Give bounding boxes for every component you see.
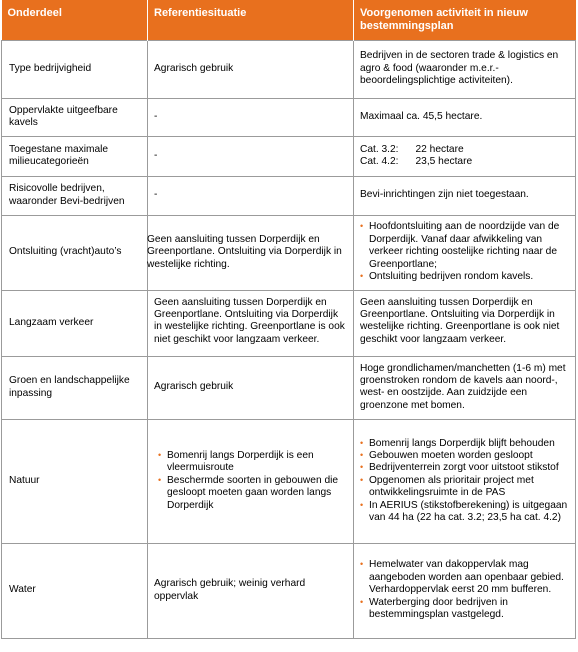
table-row [2,176,576,215]
row-referentie: - [148,176,354,215]
row-activiteit [354,419,576,543]
list-item: • Gebouwen moeten worden gesloopt [360,450,570,462]
row-referentie [148,419,354,543]
list-item: • Waterberging door bedrijven in bestemmingsplan vastgelegd. [360,597,570,622]
bullet-list [158,450,348,512]
row-referentie: - [148,136,354,176]
row-referentie: - [148,98,354,136]
referentie-text: Geen aansluiting tussen Dorperdijk en Greenportlane. Ontsluiting via Dorperdijk in westelijke richting. [147,233,342,270]
list-item: • Bedrijventerrein zorgt voor uitstoot stikstof [360,462,570,474]
list-item: • Beschermde soorten in gebouwen die gesloopt moeten gaan worden langs Dorperdijk [158,475,348,512]
table-row [2,215,576,290]
row-label: Oppervlakte uitgeefbare kavels [2,98,148,136]
row-activiteit: Bedrijven in de sectoren trade & logistics en agro & food (waaronder m.e.r.-beoordelingsplichtige activiteiten). [354,40,576,98]
row-label: Ontsluiting (vracht)auto’s [2,215,148,290]
activiteit-text: Hoge grondlichamen/manchetten (1-6 m) met groenstroken rondom de kavels aan noord-, west- en oostzijde. Aan zuidzijde een groenzone met bomen. [360,362,566,411]
bullet-list [360,559,570,621]
row-referentie: Agrarisch gebruik [148,40,354,98]
table-row [2,98,576,136]
list-item: • Hemelwater van dakoppervlak mag aangeboden worden aan openbaar gebied. Verhardoppervlak eerst 20 mm bufferen. [360,559,570,596]
list-item: • Bomenrij langs Dorperdijk blijft behouden [360,438,570,450]
row-label: Water [2,543,148,638]
row-activiteit [354,215,576,290]
activiteit-text: Geen aansluiting tussen Dorperdijk en Greenportlane. Ontsluiting via Dorperdijk in westelijke richting. Greenportlane is ook niet geschikt voor langzaam verkeer. [360,296,560,345]
row-label: Natuur [2,419,148,543]
row-label: Langzaam verkeer [2,290,148,356]
table-row [2,136,576,176]
header-referentiesituatie: Referentiesituatie [148,0,354,40]
table-row [2,419,576,543]
list-item: • In AERIUS (stikstofberekening) is uitgegaan van 44 ha (22 ha cat. 3.2; 23,5 ha cat. 4.2) [360,500,570,525]
row-label: Groen en landschappelijke inpassing [2,356,148,419]
row-activiteit [354,290,576,356]
row-activiteit: Bevi-inrichtingen zijn niet toegestaan. [354,176,576,215]
header-voorgenomen-activiteit: Voorgenomen activiteit in nieuw bestemmingsplan [354,0,576,40]
table-row [2,40,576,98]
referentie-text: Geen aansluiting tussen Dorperdijk en Greenportlane. Ontsluiting via Dorperdijk in westelijke richting. Greenportlane is ook niet geschikt voor langzaam verkeer. [154,296,345,345]
list-item: • Hoofdontsluiting aan de noordzijde van de Dorperdijk. Vanaf daar afwikkeling van verkeer richting oostelijke richting naar de Greenportlane; [360,221,570,271]
bullet-list [360,438,570,525]
row-referentie: Agrarisch gebruik [148,356,354,419]
table-row [2,543,576,638]
bullet-list [360,221,570,283]
header-row [2,0,576,40]
row-referentie [148,290,354,356]
list-item: • Opgenomen als prioritair project met ontwikkelingsruimte in de PAS [360,475,570,500]
list-item: • Bomenrij langs Dorperdijk is een vleermuisroute [158,450,348,475]
table-row [2,356,576,419]
category-line: Cat. 3.2: 22 hectare [360,143,464,155]
row-label: Risicovolle bedrijven, waaronder Bevi-bedrijven [2,176,148,215]
row-activiteit [354,356,576,419]
row-referentie: Agrarisch gebruik; weinig verhard oppervlak [148,543,354,638]
comparison-table [1,0,576,639]
row-label: Type bedrijvigheid [2,40,148,98]
row-referentie [148,215,354,290]
row-activiteit [354,543,576,638]
list-item: • Ontsluiting bedrijven rondom kavels. [360,271,570,283]
table-row [2,290,576,356]
category-line: Cat. 4.2: 23,5 hectare [360,156,473,167]
header-onderdeel: Onderdeel [2,0,148,40]
table-container [1,0,575,639]
row-activiteit [354,136,576,176]
row-label: Toegestane maximale milieucategorieën [2,136,148,176]
row-activiteit: Maximaal ca. 45,5 hectare. [354,98,576,136]
